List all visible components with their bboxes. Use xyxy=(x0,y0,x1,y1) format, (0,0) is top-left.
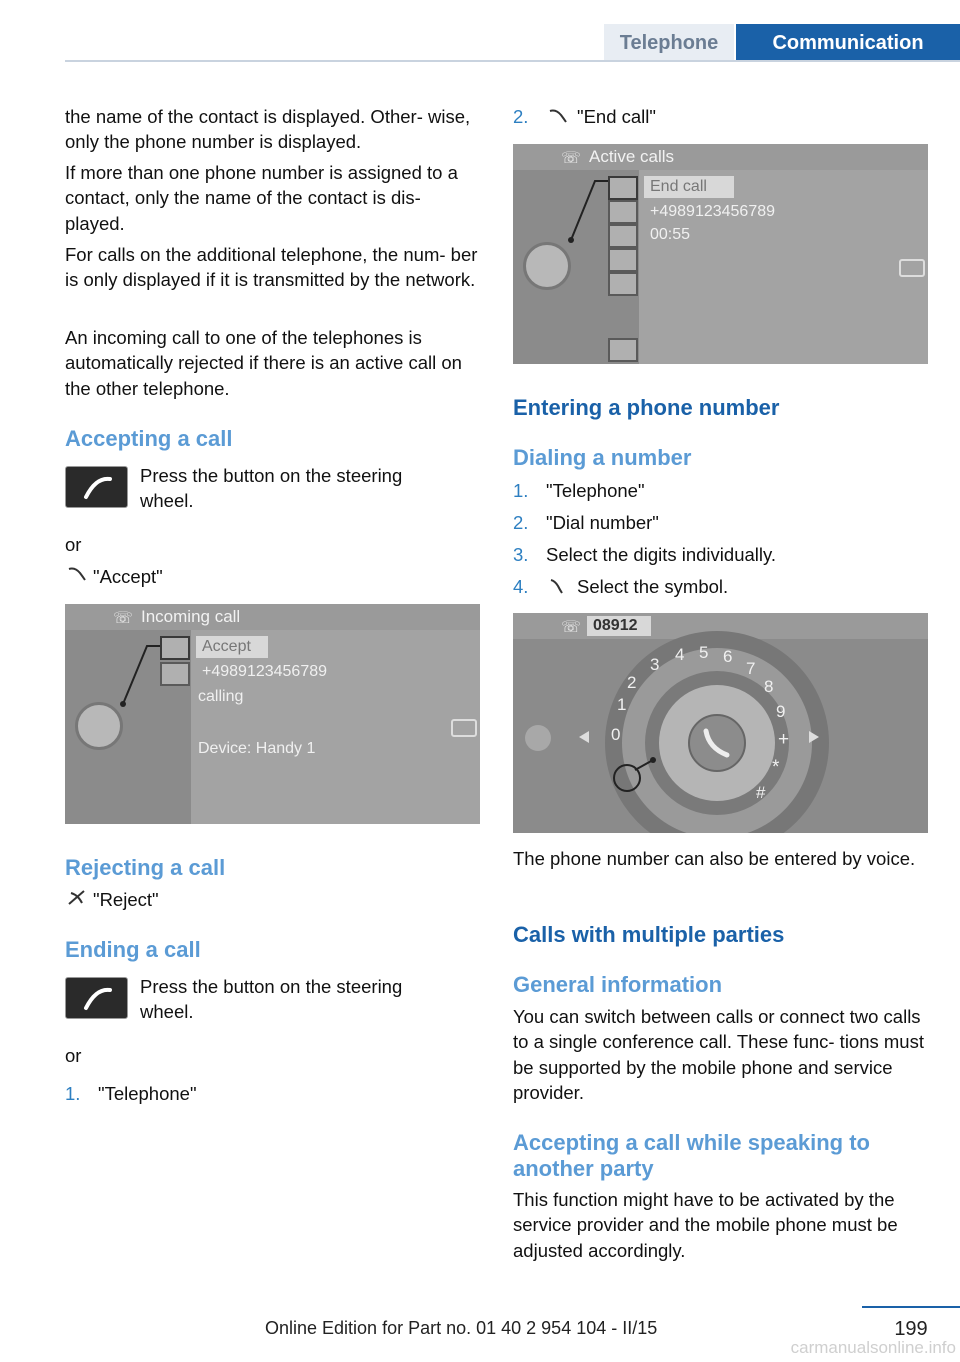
header-rule xyxy=(65,60,960,62)
active-calls-screenshot xyxy=(513,144,928,364)
accept-call-icon xyxy=(66,565,88,588)
step-text: "Telephone" xyxy=(546,480,645,501)
header-chapter-tab: Communication xyxy=(736,24,960,62)
screen-title: Incoming call xyxy=(141,607,241,626)
ending-call-text: Press the button on the steering wheel. xyxy=(140,976,403,1023)
end-call-icon xyxy=(547,106,569,131)
digit-1: 1 xyxy=(617,695,627,714)
ending-call-heading: Ending a call xyxy=(65,937,201,962)
step-number: 2. xyxy=(513,512,529,533)
dialing-number-heading: Dialing a number xyxy=(513,445,692,470)
or-label-1: or xyxy=(65,534,82,555)
call-status: calling xyxy=(198,688,244,705)
end-call-option: End call xyxy=(644,176,734,198)
step-text: Select the digits individually. xyxy=(546,544,777,565)
digit-2: 2 xyxy=(627,673,637,692)
header-section-tab: Telephone xyxy=(604,24,734,62)
end-step-1 xyxy=(65,1081,197,1106)
dial-number-screenshot xyxy=(513,613,928,833)
digit-3: 3 xyxy=(650,655,660,674)
intro-paragraph-1: the name of the contact is displayed. Other‐ wise, only the phone number is displayed. xyxy=(65,106,471,153)
symbol-plus: + xyxy=(778,729,790,750)
rejecting-call-heading: Rejecting a call xyxy=(65,855,226,880)
accept-menu-item: "Accept" xyxy=(93,566,163,587)
reject-menu-item: "Reject" xyxy=(93,889,159,910)
incoming-call-screenshot xyxy=(65,604,480,824)
caller-number: +4989123456789 xyxy=(202,663,328,680)
dial-step-2 xyxy=(513,510,928,535)
accepting-call-heading: Accepting a call xyxy=(65,426,233,451)
symbol-hash: # xyxy=(756,783,766,802)
accept-option: Accept xyxy=(196,636,268,658)
intro-paragraph-2: If more than one phone number is assigned to a contact, only the name of the contact is dis‐ played. xyxy=(65,162,458,234)
dialed-entry: 08912 xyxy=(587,616,651,636)
dial-step-4 xyxy=(513,574,928,599)
step-text: "End call" xyxy=(577,106,656,127)
watermark: carmanualsonline.info xyxy=(790,1338,956,1357)
steering-wheel-phone-button-icon-2 xyxy=(65,977,128,1019)
multiple-parties-heading: Calls with multiple parties xyxy=(513,922,785,947)
reject-call-icon xyxy=(66,889,88,912)
phone-menu-icon: ☏ xyxy=(561,150,582,167)
entering-phone-number-heading: Entering a phone number xyxy=(513,395,780,420)
end-step-2 xyxy=(513,104,928,129)
accepting-while-speaking-heading: Accepting a call while speaking to another party xyxy=(513,1130,870,1181)
general-information-heading: General information xyxy=(513,972,723,997)
step-number: 2. xyxy=(513,106,529,127)
step-text: "Dial number" xyxy=(546,512,659,533)
phone-menu-icon: ☏ xyxy=(113,610,134,627)
step-number: 1. xyxy=(65,1083,81,1104)
step-number: 3. xyxy=(513,544,529,565)
controller-knob-icon xyxy=(525,725,551,751)
device-name: Device: Handy 1 xyxy=(198,740,316,757)
phone-menu-icon: ☏ xyxy=(561,619,582,636)
footer-edition: Online Edition for Part no. 01 40 2 954 104 - II/15 xyxy=(265,1318,658,1338)
options-icon xyxy=(451,719,477,737)
dial-step-1 xyxy=(513,478,928,503)
digit-9: 9 xyxy=(776,702,786,721)
or-label-2: or xyxy=(65,1045,82,1066)
active-number: +4989123456789 xyxy=(650,203,776,220)
dial-symbol-icon xyxy=(547,576,567,601)
step-number: 1. xyxy=(513,480,529,501)
step-text: Select the symbol. xyxy=(577,576,729,597)
page-number: 199 xyxy=(894,1318,928,1340)
dial-wheel xyxy=(513,613,928,833)
digit-7: 7 xyxy=(746,659,756,678)
digit-5: 5 xyxy=(699,643,709,662)
options-icon xyxy=(899,259,925,277)
symbol-star: * xyxy=(772,757,780,778)
footer-rule xyxy=(862,1306,960,1308)
screen-title: Active calls xyxy=(589,147,675,166)
step-number: 4. xyxy=(513,576,529,597)
call-duration: 00:55 xyxy=(650,226,691,243)
voice-entry-text: The phone number can also be entered by voice. xyxy=(513,848,916,869)
general-information-text: You can switch between calls or connect two calls to a single conference call. These func‐ tions must be supported by the mobile phone and service provider. xyxy=(513,1006,924,1103)
step-text: "Telephone" xyxy=(98,1083,197,1104)
accepting-while-speaking-text: This function might have to be activated by the service provider and the mobile phone must be adjusted accordingly. xyxy=(513,1189,898,1261)
digit-4: 4 xyxy=(675,645,685,664)
intro-paragraph-3: For calls on the additional telephone, the num‐ ber is only displayed if it is transmitted by the network. xyxy=(65,244,478,291)
intro-paragraph-4: An incoming call to one of the telephones is automatically rejected if there is an active call on the other telephone. xyxy=(65,327,462,399)
dial-step-3 xyxy=(513,542,928,567)
digit-6: 6 xyxy=(723,647,733,666)
accepting-call-text: Press the button on the steering wheel. xyxy=(140,465,403,512)
steering-wheel-phone-button-icon xyxy=(65,466,128,508)
digit-8: 8 xyxy=(764,677,774,696)
digit-0: 0 xyxy=(611,725,621,744)
